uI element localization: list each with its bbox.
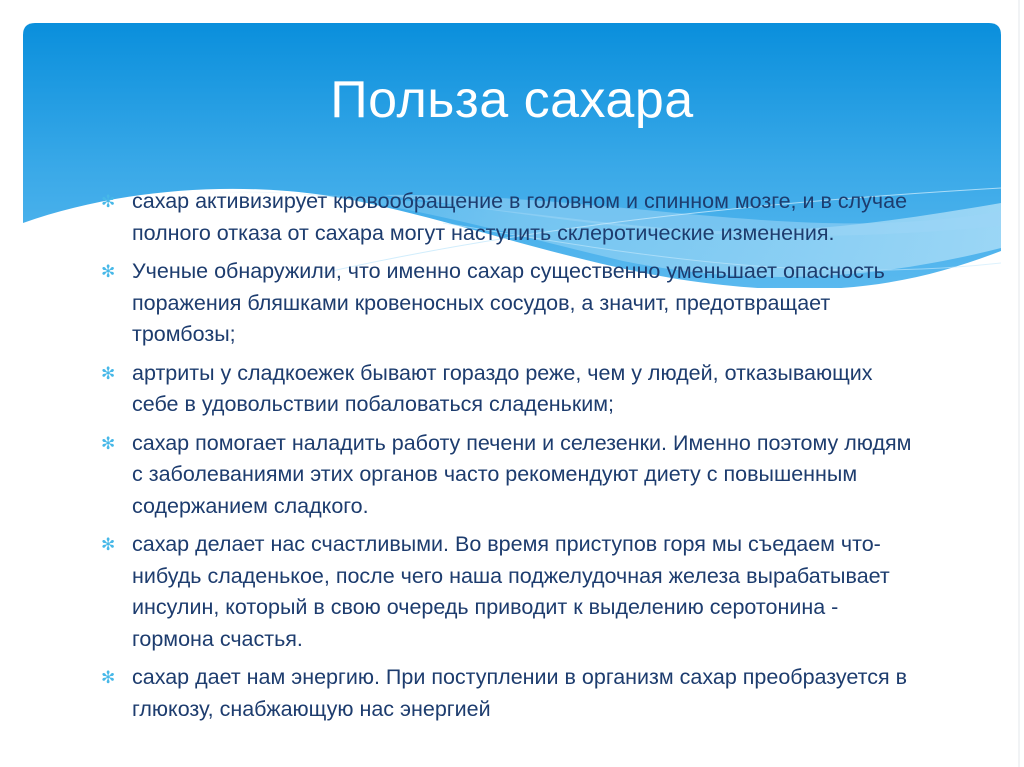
list-item [101,428,921,523]
slide-title: Польза сахара [330,71,694,129]
list-item [101,256,921,351]
asterisk-icon: ✻ [101,668,116,687]
bullet-text: артриты у сладкоежек бывают гораздо реже, чем у людей, отказывающих себе в удовольствии побаловаться сладеньким; [132,360,873,416]
bullet-list [101,186,921,732]
list-item [101,529,921,655]
bullet-text: сахар активизирует кровообращение в головном и спинном мозге, и в случае полного отказа от сахара могут наступить склеротические изменения. [132,189,908,245]
list-item [101,662,921,725]
list-item [101,358,921,421]
bullet-text: сахар дает нам энергию. При поступлении в организм сахар преобразуется в глюкозу, снабжающую нас энергией [132,665,908,721]
list-item [101,186,921,249]
asterisk-icon: ✻ [101,363,116,383]
bullet-text: сахар делает нас счастливыми. Во время приступов горя мы съедаем что-нибудь сладенькое, после чего наша поджелудочная железа вырабатывает инсулин, который в свою очередь приводит к выделению серотонина - гормона счастья. [132,532,890,651]
asterisk-icon: ✻ [101,535,116,554]
asterisk-icon: ✻ [101,262,116,281]
asterisk-icon: ✻ [101,433,116,453]
bullet-text: сахар помогает наладить работу печени и селезенки. Именно поэтому людям с заболеваниями этих органов часто рекомендуют диету с повышенным содержанием сладкого. [132,430,912,518]
asterisk-icon: ✻ [101,192,116,211]
bullet-text: Ученые обнаружили, что именно сахар существенно уменьшает опасность поражения бляшками кровеносных сосудов, а значит, предотвращает тромбозы; [132,259,885,346]
